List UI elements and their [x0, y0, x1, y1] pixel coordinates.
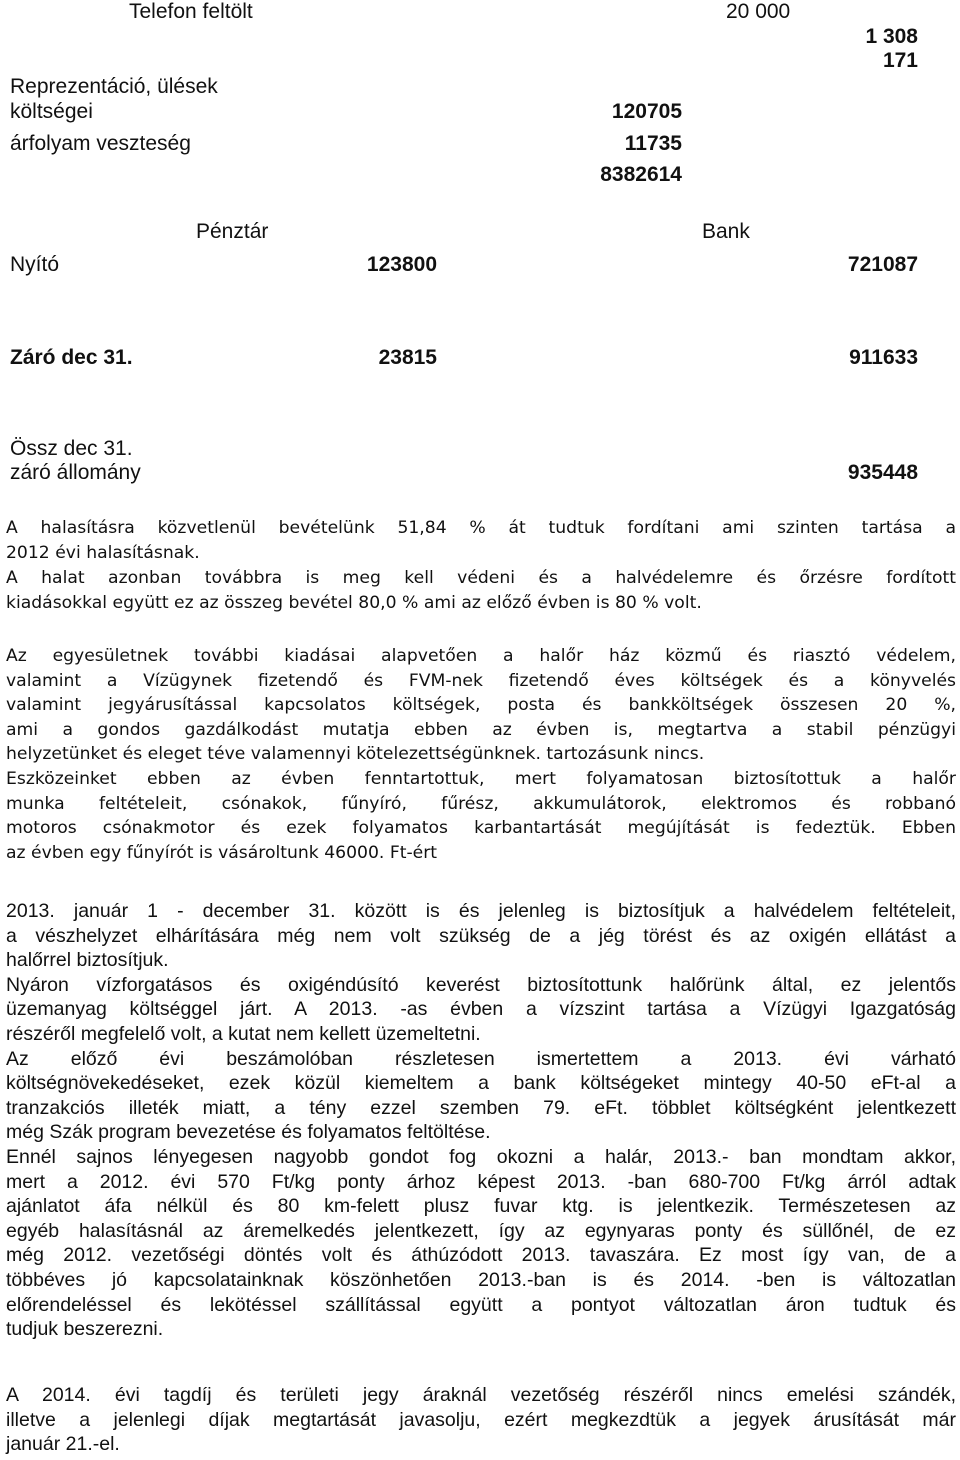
text-line: kiadásokkal együtt ez az összeg bevétel 80,0 % ami az előző évben is 80 % volt.	[6, 592, 702, 613]
closing-cash: 23815	[378, 346, 437, 369]
text-line: 2013. január 1 - december 31. között is és jelenleg is biztosítjuk a halvédelem feltételeit,	[6, 900, 956, 922]
text-line: valamint a Vízügynek fizetendő és FVM-nek fizetendő éves költségek és a könyvelés	[6, 670, 956, 691]
text-line: valamint jegyárusítással kapcsolatos költségek, posta és bankköltségek összesen 20 %,	[6, 695, 956, 716]
text-line: a vészhelyzet elhárítására még nem volt szükség de a jég törést és az oxigén ellátást a	[6, 924, 956, 947]
opening-bank: 721087	[847, 253, 918, 276]
text-line: költségnövekedéseket, ezek közül kiemeltem a bank költségeket mintegy 40-50 eFt-al a	[6, 1072, 956, 1095]
paragraph-2013-report	[6, 899, 956, 1342]
sum-label-line2: záró állomány	[10, 461, 141, 484]
paragraph-other-expenses	[6, 644, 956, 865]
text-line: az évben egy fűnyírót is vásároltunk 46000. Ft-ért	[6, 842, 438, 863]
text-line: előrendeléssel és lekötéssel szállítással együtt a pontyot változatlan áron tudtuk és	[6, 1293, 956, 1316]
text-line: Eszközeinket ebben az évben fenntartottuk, mert folyamatosan biztosítottuk a halőr	[6, 768, 956, 789]
sum-label-line1: Össz dec 31.	[10, 437, 133, 460]
expenses-total: 8382614	[600, 163, 682, 186]
text-line: még 2012. vezetőségi döntés volt és áthúzódott 2013. tavaszára. Ez most így van, de a	[6, 1244, 956, 1267]
text-line: motoros csónakmotor és ezek folyamatos karbantartását megújítását is fedeztük. Ebben	[6, 818, 956, 839]
fx-loss-label: árfolyam veszteség	[10, 132, 191, 155]
text-line: A halasításra közvetlenül bevételünk 51,84 % át tudtuk fordítani ami szinten tartása a	[6, 518, 956, 538]
paragraph-fish-protection	[6, 566, 956, 615]
text-line: még Szák program bevezetése és folyamatos feltöltése.	[6, 1121, 491, 1144]
sum-value: 935448	[847, 461, 918, 484]
representation-value: 120705	[611, 100, 682, 123]
phone-topup-label: Telefon feltölt	[129, 0, 253, 23]
fx-loss-value: 11735	[624, 132, 682, 155]
text-line: A 2014. évi tagdíj és területi jegy áraknál vezetőség részéről nincs emelési szándék,	[6, 1384, 956, 1406]
text-line: Nyáron vízforgatásos és oxigéndúsító keverést biztosítottunk halőrünk által, ez jelentős	[6, 973, 956, 996]
text-line: helyzetünket és eleget téve valamennyi kötelezettségünknek. tartozásunk nincs.	[6, 744, 705, 765]
text-line: üzemanyag költséggel járt. A 2013. -as évben a vízszint tartása a Vízügyi Igazgatóság	[6, 998, 956, 1021]
text-line: halőrrel biztosítjuk.	[6, 949, 169, 972]
subtotal-line2: 171	[882, 49, 918, 72]
text-line: Ennél sajnos lényegesen nagyobb gondot fog okozni a halár, 2013.- ban mondtam akkor,	[6, 1145, 956, 1168]
subtotal-line1: 1 308	[865, 25, 918, 48]
opening-cash: 123800	[366, 253, 437, 276]
text-line: részéről megfelelő volt, a kutat nem kellett üzemeltetni.	[6, 1022, 481, 1045]
text-line: január 21.-el.	[6, 1433, 120, 1456]
text-line: 2012 évi halasításnak.	[6, 542, 200, 563]
text-line: tranzakciós illeték miatt, a tény ezzel szemben 79. eFt. többlet költségként jelentkezett	[6, 1096, 956, 1119]
representation-label-line1: Reprezentáció, ülések	[10, 75, 218, 98]
bank-column-header: Bank	[702, 220, 750, 243]
text-line: munka feltételeit, csónakok, fűnyíró, fűrész, akkumulátorok, elektromos és robbanó	[6, 793, 956, 814]
text-line: Az előző évi beszámolóban részletesen ismertettem a 2013. évi várható	[6, 1047, 956, 1070]
text-line: ami a gondos gazdálkodást mutatja ebben az évben is, megtartva a stabil pénzügyi	[6, 719, 956, 740]
phone-topup-value: 20 000	[726, 0, 791, 23]
paragraph-stocking-income	[6, 516, 956, 565]
text-line: mert a 2012. évi 570 Ft/kg ponty árhoz képest 2013. -ban 680-700 Ft/kg árról adtak	[6, 1170, 956, 1193]
closing-label: Záró dec 31.	[10, 346, 133, 369]
representation-label-line2: költségei	[10, 100, 93, 123]
text-line: Az egyesületnek további kiadásai alapvetően a halőr ház közmű és riasztó védelem,	[6, 646, 956, 666]
text-line: egyéb halasításnál az áremelkedés jelentkezett, így az egynyaras ponty és süllőnél, de ez	[6, 1219, 956, 1242]
cash-column-header: Pénztár	[196, 220, 269, 243]
opening-label: Nyító	[10, 253, 60, 276]
paragraph-2014-fees	[6, 1383, 956, 1457]
text-line: illetve a jelenlegi díjak megtartását javasolju, ezért megkezdtük a jegyek árusítását már	[6, 1408, 956, 1431]
text-line: A halat azonban továbbra is meg kell védeni és a halvédelemre és őrzésre fordított	[6, 568, 956, 588]
closing-bank: 911633	[849, 346, 918, 369]
text-line: többéves jó kapcsolatainknak köszönhetően 2013.-ban is és 2014. -ben is változatlan	[6, 1268, 956, 1291]
text-line: tudjuk beszerezni.	[6, 1318, 164, 1341]
text-line: ajánlatot áfa nélkül és 80 km-felett plusz fuvar ktg. is jelentkezik. Természetesen az	[6, 1195, 956, 1218]
